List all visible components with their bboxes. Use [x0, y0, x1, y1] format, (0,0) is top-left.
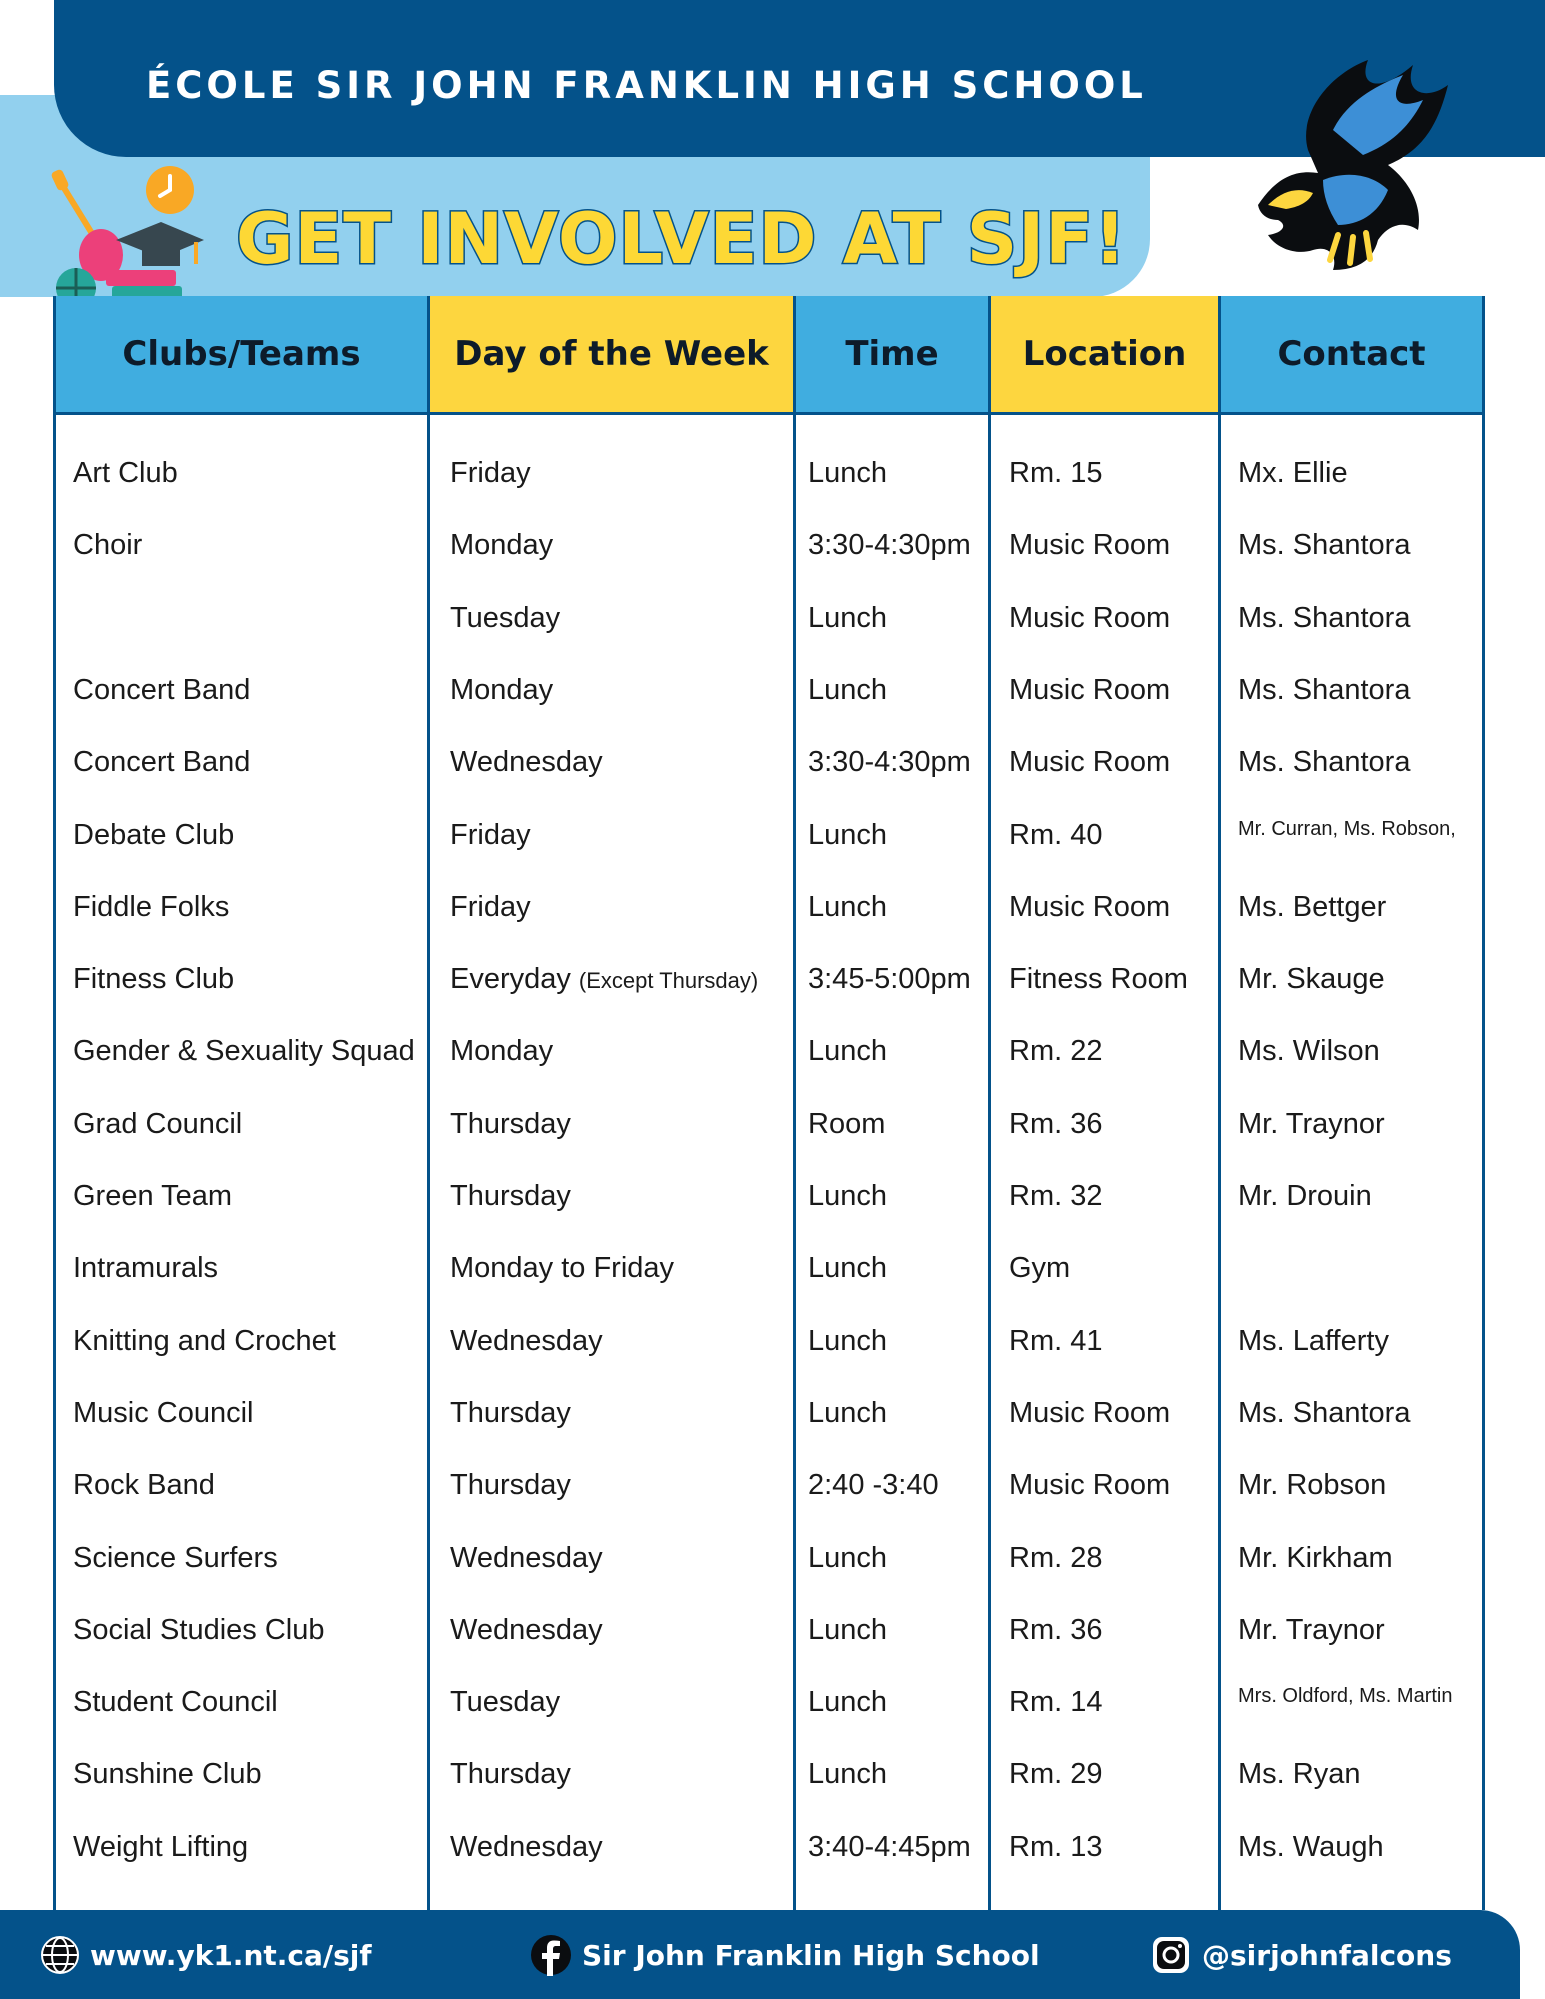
cell-day: [450, 1179, 571, 1213]
cell-time-text: Lunch: [808, 1325, 888, 1357]
cell-location: [1009, 601, 1170, 635]
cell-time: [808, 1179, 887, 1213]
cell-location-text: Music Room: [1009, 891, 1171, 923]
cell-contact-text: Mr. Traynor: [1238, 1614, 1385, 1646]
cell-club-text: Art Club: [73, 457, 178, 489]
cell-time: [808, 745, 971, 779]
cell-day-note: (Except Thursday): [578, 968, 759, 993]
cell-club: [73, 1251, 218, 1285]
cell-contact-text: Ms. Ryan: [1238, 1758, 1361, 1790]
cell-contact-text: Mr. Skauge: [1238, 963, 1385, 995]
cell-location-text: Rm. 14: [1009, 1686, 1103, 1718]
cell-club: [73, 1541, 278, 1575]
cell-time: [808, 528, 971, 562]
cell-day-text: Monday to Friday: [450, 1252, 675, 1284]
cell-location: [1009, 1757, 1102, 1791]
cell-club: [73, 528, 142, 562]
cell-day-text: Friday: [450, 819, 531, 851]
cell-day: [450, 962, 758, 998]
column-header-location: Location: [991, 296, 1218, 415]
cell-time-text: Lunch: [808, 1180, 888, 1212]
cell-day: [450, 673, 553, 707]
cell-contact: [1238, 528, 1410, 562]
globe-icon: [40, 1935, 80, 1975]
cell-contact: [1238, 962, 1385, 996]
cell-day: [450, 1251, 674, 1285]
cell-location-text: Rm. 32: [1009, 1180, 1103, 1212]
cell-contact-text: Ms. Shantora: [1238, 602, 1411, 634]
cell-time: [808, 818, 887, 852]
cell-club-text: Green Team: [73, 1180, 233, 1212]
cell-contact-text: Mrs. Oldford, Ms. Martin: [1238, 1685, 1453, 1707]
cell-time-text: Lunch: [808, 674, 888, 706]
cell-time: [808, 601, 887, 635]
cell-contact-text: Mx. Ellie: [1238, 457, 1348, 489]
cell-contact-text: Ms. Bettger: [1238, 891, 1387, 923]
cell-club-text: Intramurals: [73, 1252, 219, 1284]
column-divider: [988, 296, 991, 1910]
cell-location-text: Rm. 15: [1009, 457, 1103, 489]
cell-day-text: Monday: [450, 1035, 554, 1067]
cell-location-text: Music Room: [1009, 1397, 1171, 1429]
cell-time-text: 3:30-4:30pm: [808, 529, 971, 561]
cell-day-text: Thursday: [450, 1180, 571, 1212]
cell-contact: [1238, 890, 1386, 924]
column-divider: [793, 296, 796, 1910]
cell-club-text: Gender & Sexuality Squad: [73, 1035, 415, 1067]
column-header-clubs: Clubs/Teams: [56, 296, 427, 415]
cell-location: [1009, 1613, 1102, 1647]
cell-contact: [1238, 1107, 1385, 1141]
cell-club: [73, 1179, 232, 1213]
cell-contact: [1238, 1830, 1384, 1864]
cell-time-text: Lunch: [808, 1542, 888, 1574]
cell-location-text: Music Room: [1009, 602, 1171, 634]
cell-contact: [1238, 1468, 1386, 1502]
cell-location: [1009, 528, 1170, 562]
cell-time-text: Lunch: [808, 1035, 888, 1067]
cell-time: [808, 1468, 939, 1502]
cell-time-text: Lunch: [808, 819, 888, 851]
cell-club: [73, 745, 250, 779]
cell-contact-text: Ms. Lafferty: [1238, 1325, 1389, 1357]
cell-location: [1009, 673, 1170, 707]
cell-location-text: Rm. 36: [1009, 1614, 1103, 1646]
cell-time-text: Lunch: [808, 602, 888, 634]
cell-time-text: Lunch: [808, 1397, 888, 1429]
falcon-mascot-icon: [1238, 55, 1454, 277]
cell-club-text: Sunshine Club: [73, 1758, 262, 1790]
cell-day-text: Thursday: [450, 1108, 571, 1140]
cell-location: [1009, 1396, 1170, 1430]
cell-club: [73, 1034, 415, 1068]
cell-club-text: Fitness Club: [73, 963, 235, 995]
cell-time-text: Lunch: [808, 457, 888, 489]
cell-time-text: Lunch: [808, 1614, 888, 1646]
cell-club-text: Student Council: [73, 1686, 278, 1718]
cell-day-text: Tuesday: [450, 602, 561, 634]
cell-location: [1009, 890, 1170, 924]
cell-contact: [1238, 1541, 1393, 1575]
cell-time-text: Lunch: [808, 1252, 888, 1284]
cell-location-text: Rm. 36: [1009, 1108, 1103, 1140]
cell-day: [450, 1541, 603, 1575]
cell-day: [450, 1107, 571, 1141]
cell-location: [1009, 1685, 1102, 1719]
cell-location: [1009, 1324, 1102, 1358]
column-header-contact: Contact: [1221, 296, 1482, 415]
cell-contact: [1238, 1324, 1389, 1358]
cell-location-text: Rm. 28: [1009, 1542, 1103, 1574]
cell-contact: [1238, 1034, 1380, 1068]
cell-contact-text: Mr. Traynor: [1238, 1108, 1385, 1140]
cell-day-text: Wednesday: [450, 1614, 603, 1646]
cell-day-text: Wednesday: [450, 1831, 603, 1863]
cell-time: [808, 456, 887, 490]
activity-icons: [46, 160, 206, 310]
cell-contact-text: Mr. Drouin: [1238, 1180, 1372, 1212]
footer-website-link[interactable]: [40, 1932, 372, 1978]
cell-time: [808, 673, 887, 707]
footer-instagram-link[interactable]: [1150, 1932, 1452, 1978]
cell-time: [808, 1541, 887, 1575]
column-header-time: Time: [796, 296, 988, 415]
cell-day: [450, 1034, 553, 1068]
cell-club-text: Knitting and Crochet: [73, 1325, 336, 1357]
cell-day-text: Thursday: [450, 1469, 571, 1501]
headline: GET INVOLVED AT SJF!: [236, 198, 1127, 280]
cell-club-text: Concert Band: [73, 746, 251, 778]
cell-club-text: Grad Council: [73, 1108, 243, 1140]
cell-contact: [1238, 1757, 1360, 1791]
footer: [0, 1910, 1520, 1999]
cell-day-text: Friday: [450, 891, 531, 923]
cell-time-text: 3:30-4:30pm: [808, 746, 971, 778]
cell-time: [808, 1324, 887, 1358]
cell-day: [450, 1830, 603, 1864]
cell-contact-text: Ms. Shantora: [1238, 674, 1411, 706]
cell-day-text: Friday: [450, 457, 531, 489]
cell-time-text: Lunch: [808, 891, 888, 923]
cell-location: [1009, 1034, 1102, 1068]
cell-club: [73, 1613, 324, 1647]
cell-time: [808, 1685, 887, 1719]
cell-contact: [1238, 1396, 1410, 1430]
cell-club-text: Weight Lifting: [73, 1831, 249, 1863]
cell-club-text: Fiddle Folks: [73, 891, 230, 923]
cell-day: [450, 1396, 571, 1430]
cell-contact: [1238, 601, 1410, 635]
cell-club-text: Debate Club: [73, 819, 235, 851]
cell-contact-text: Mr. Curran, Ms. Robson,: [1238, 818, 1456, 840]
cell-club: [73, 1830, 248, 1864]
cell-contact-text: Ms. Shantora: [1238, 1397, 1411, 1429]
cell-contact-text: Ms. Waugh: [1238, 1831, 1384, 1863]
cell-club: [73, 1468, 215, 1502]
cell-time-text: Lunch: [808, 1758, 888, 1790]
cell-day-text: Wednesday: [450, 1542, 603, 1574]
cell-contact: [1238, 745, 1410, 779]
cell-day: [450, 745, 603, 779]
cell-day: [450, 456, 531, 490]
cell-day-text: Wednesday: [450, 1325, 603, 1357]
cell-club: [73, 890, 229, 924]
cell-club: [73, 1107, 242, 1141]
cell-location-text: Gym: [1009, 1252, 1071, 1284]
cell-location: [1009, 1541, 1102, 1575]
column-divider: [1218, 296, 1221, 1910]
cell-day-text: Monday: [450, 674, 554, 706]
cell-time: [808, 1830, 971, 1864]
cell-day: [450, 601, 560, 635]
school-name: ÉCOLE SIR JOHN FRANKLIN HIGH SCHOOL: [146, 64, 1147, 107]
cell-club-text: Choir: [73, 529, 143, 561]
cell-location: [1009, 1107, 1102, 1141]
column-header-day: Day of the Week: [430, 296, 793, 415]
cell-club-text: Science Surfers: [73, 1542, 278, 1574]
cell-location: [1009, 1179, 1102, 1213]
cell-time-text: 3:40-4:45pm: [808, 1831, 971, 1863]
cell-time-text: 3:45-5:00pm: [808, 963, 971, 995]
cell-location-text: Rm. 22: [1009, 1035, 1103, 1067]
column-divider: [427, 296, 430, 1910]
cell-location: [1009, 818, 1102, 852]
cell-contact-text: Mr. Kirkham: [1238, 1542, 1393, 1574]
cell-club: [73, 962, 234, 996]
cell-location-text: Rm. 13: [1009, 1831, 1103, 1863]
cell-location-text: Music Room: [1009, 1469, 1171, 1501]
footer-instagram-text: @sirjohnfalcons: [1202, 1938, 1452, 1972]
cell-location-text: Rm. 41: [1009, 1325, 1103, 1357]
cell-club: [73, 1757, 262, 1791]
cell-day-text: Monday: [450, 529, 554, 561]
cell-time: [808, 1251, 887, 1285]
cell-time: [808, 1107, 885, 1141]
cell-contact-text: Ms. Wilson: [1238, 1035, 1380, 1067]
cell-location-text: Fitness Room: [1009, 963, 1188, 995]
instagram-icon: [1150, 1934, 1192, 1976]
cell-club-text: Rock Band: [73, 1469, 215, 1501]
cell-club-text: Music Council: [73, 1397, 254, 1429]
cell-club-text: Concert Band: [73, 674, 251, 706]
cell-day: [450, 1324, 603, 1358]
cell-time-text: 2:40 -3:40: [808, 1469, 939, 1501]
cell-day: [450, 890, 531, 924]
cell-day-text: Tuesday: [450, 1686, 561, 1718]
cell-location-text: Music Room: [1009, 529, 1171, 561]
cell-time: [808, 890, 887, 924]
cell-location-text: Music Room: [1009, 746, 1171, 778]
cell-contact-text: Mr. Robson: [1238, 1469, 1387, 1501]
cell-location: [1009, 1251, 1070, 1285]
footer-website-text: www.yk1.nt.ca/sjf: [90, 1938, 372, 1972]
cell-club-text: Social Studies Club: [73, 1614, 325, 1646]
cell-location: [1009, 1468, 1170, 1502]
cell-day-text: Thursday: [450, 1758, 571, 1790]
cell-day-text: Everyday: [450, 963, 571, 995]
cell-location-text: Rm. 40: [1009, 819, 1103, 851]
cell-location: [1009, 745, 1170, 779]
cell-time: [808, 1034, 887, 1068]
cell-location-text: Rm. 29: [1009, 1758, 1103, 1790]
cell-day-text: Thursday: [450, 1397, 571, 1429]
cell-location: [1009, 962, 1188, 996]
cell-club: [73, 1324, 336, 1358]
cell-location: [1009, 1830, 1102, 1864]
cell-time: [808, 1613, 887, 1647]
cell-club: [73, 818, 234, 852]
cell-location: [1009, 456, 1102, 490]
cell-day: [450, 528, 553, 562]
cell-day: [450, 1757, 571, 1791]
footer-facebook-text: Sir John Franklin High School: [582, 1938, 1040, 1972]
cell-time: [808, 1757, 887, 1791]
cell-club: [73, 673, 250, 707]
cell-day-text: Wednesday: [450, 746, 603, 778]
cell-contact-text: Ms. Shantora: [1238, 529, 1411, 561]
cell-club: [73, 456, 178, 490]
cell-contact-text: Ms. Shantora: [1238, 746, 1411, 778]
cell-club: [73, 1685, 278, 1719]
cell-contact: [1238, 456, 1348, 490]
cell-day: [450, 1685, 560, 1719]
cell-time: [808, 1396, 887, 1430]
footer-facebook-link[interactable]: [530, 1932, 1040, 1978]
cell-club: [73, 1396, 254, 1430]
cell-day: [450, 818, 531, 852]
cell-contact: [1238, 1613, 1385, 1647]
cell-contact: [1238, 1679, 1452, 1713]
cell-contact: [1238, 812, 1456, 846]
cell-contact: [1238, 1179, 1372, 1213]
cell-time: [808, 962, 971, 996]
cell-day: [450, 1468, 571, 1502]
cell-time-text: Lunch: [808, 1686, 888, 1718]
cell-location-text: Music Room: [1009, 674, 1171, 706]
cell-time-text: Room: [808, 1108, 886, 1140]
cell-day: [450, 1613, 603, 1647]
cell-contact: [1238, 673, 1410, 707]
facebook-icon: [530, 1934, 572, 1976]
